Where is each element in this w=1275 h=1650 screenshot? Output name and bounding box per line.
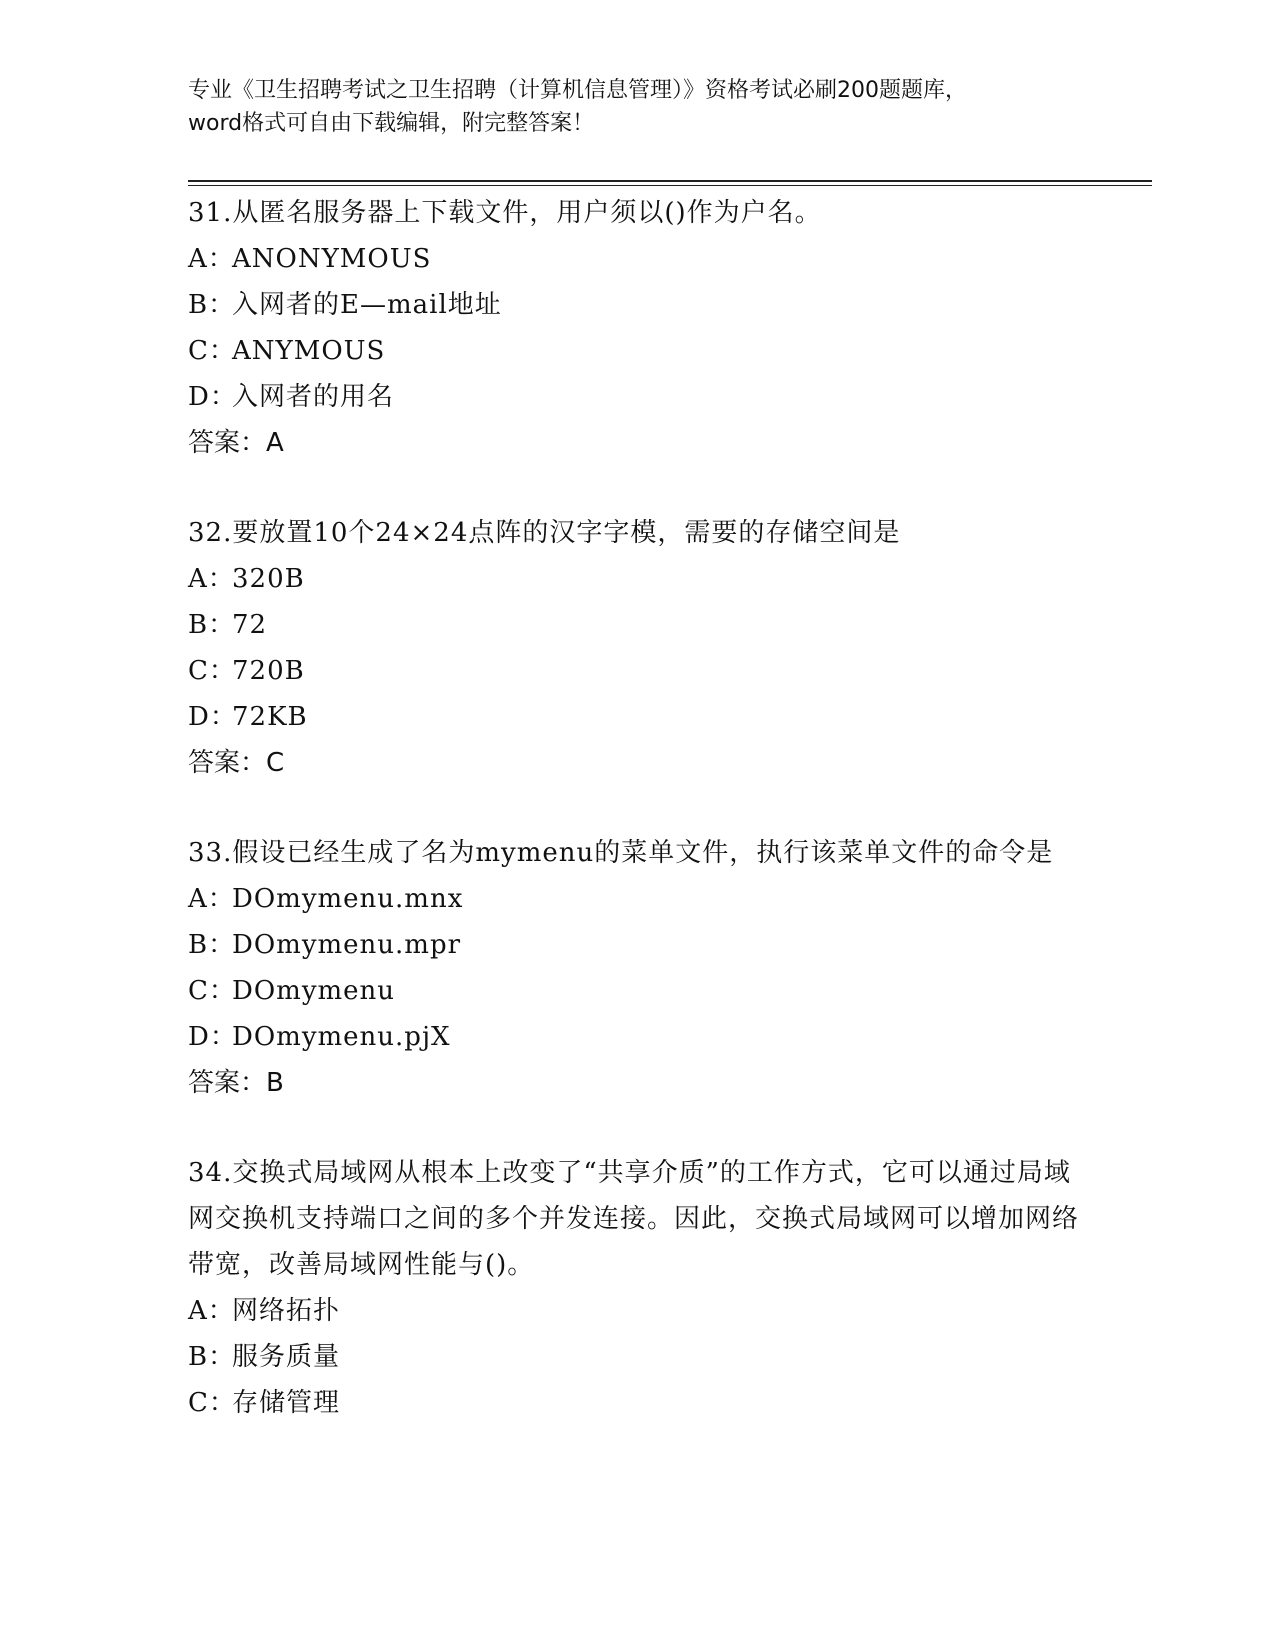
answer-line: 答案：B: [188, 1068, 284, 1098]
header-line-1: 专业《卫生招聘考试之卫生招聘（计算机信息管理）》资格考试必刷200题题库，: [188, 78, 967, 103]
option-label: B：: [188, 1342, 236, 1372]
option-text: 服务质量: [232, 1342, 341, 1372]
option-text: 320B: [232, 564, 305, 594]
option-b: [188, 282, 1088, 328]
option-text: DOmymenu.mpr: [232, 930, 462, 960]
option-c: [188, 648, 1088, 694]
option-label: A：: [188, 564, 235, 594]
option-c: [188, 1380, 1088, 1426]
option-d: [188, 1014, 1088, 1060]
option-d: [188, 374, 1088, 420]
option-label: C：: [188, 1388, 236, 1418]
option-text: DOmymenu: [232, 976, 396, 1006]
option-a: [188, 556, 1088, 602]
option-label: C：: [188, 656, 236, 686]
option-b: [188, 602, 1088, 648]
option-c: [188, 968, 1088, 1014]
answer-line: 答案：C: [188, 748, 285, 778]
question-32: [188, 510, 1088, 786]
header-line-2: word格式可自由下载编辑，附完整答案！: [188, 111, 595, 136]
question-stem: 34.交换式局域网从根本上改变了“共享介质”的工作方式，它可以通过局域网交换机支持端口之间的多个并发连接。因此，交换式局域网可以增加网络带宽，改善局域网性能与()。: [188, 1158, 1080, 1280]
option-text: ANONYMOUS: [232, 244, 432, 274]
option-a: [188, 236, 1088, 282]
option-text: 网络拓扑: [232, 1296, 341, 1326]
question-stem: 31.从匿名服务器上下载文件，用户须以()作为户名。: [188, 198, 822, 228]
question-stem: 33.假设已经生成了名为mymenu的菜单文件，执行该菜单文件的命令是: [188, 838, 1054, 868]
question-31: [188, 190, 1088, 466]
option-label: D：: [188, 702, 237, 732]
option-a: [188, 876, 1088, 922]
option-text: 720B: [232, 656, 305, 686]
option-label: D：: [188, 382, 237, 412]
option-label: B：: [188, 930, 236, 960]
header-divider-thin: [188, 185, 1152, 186]
option-text: DOmymenu.pjX: [232, 1022, 451, 1052]
option-text: 72KB: [232, 702, 308, 732]
option-label: A：: [188, 884, 235, 914]
question-stem: 32.要放置10个24×24点阵的汉字字模，需要的存储空间是: [188, 518, 901, 548]
option-label: A：: [188, 1296, 235, 1326]
option-label: B：: [188, 290, 236, 320]
option-text: DOmymenu.mnx: [232, 884, 464, 914]
option-a: [188, 1288, 1088, 1334]
question-34: [188, 1150, 1088, 1426]
option-b: [188, 1334, 1088, 1380]
option-d: [188, 694, 1088, 740]
option-label: D：: [188, 1022, 237, 1052]
option-label: C：: [188, 336, 236, 366]
question-33: [188, 830, 1088, 1106]
option-text: 入网者的用名: [232, 382, 395, 412]
option-label: A：: [188, 244, 235, 274]
option-text: 存储管理: [232, 1388, 341, 1418]
question-list: [188, 190, 1088, 1470]
option-text: 入网者的E—mail地址: [232, 290, 502, 320]
option-label: B：: [188, 610, 236, 640]
document-header: [188, 74, 1088, 140]
option-text: ANYMOUS: [232, 336, 386, 366]
option-text: 72: [232, 610, 268, 640]
option-label: C：: [188, 976, 236, 1006]
option-c: [188, 328, 1088, 374]
header-divider-thick: [188, 180, 1152, 182]
answer-line: 答案：A: [188, 428, 284, 458]
option-b: [188, 922, 1088, 968]
